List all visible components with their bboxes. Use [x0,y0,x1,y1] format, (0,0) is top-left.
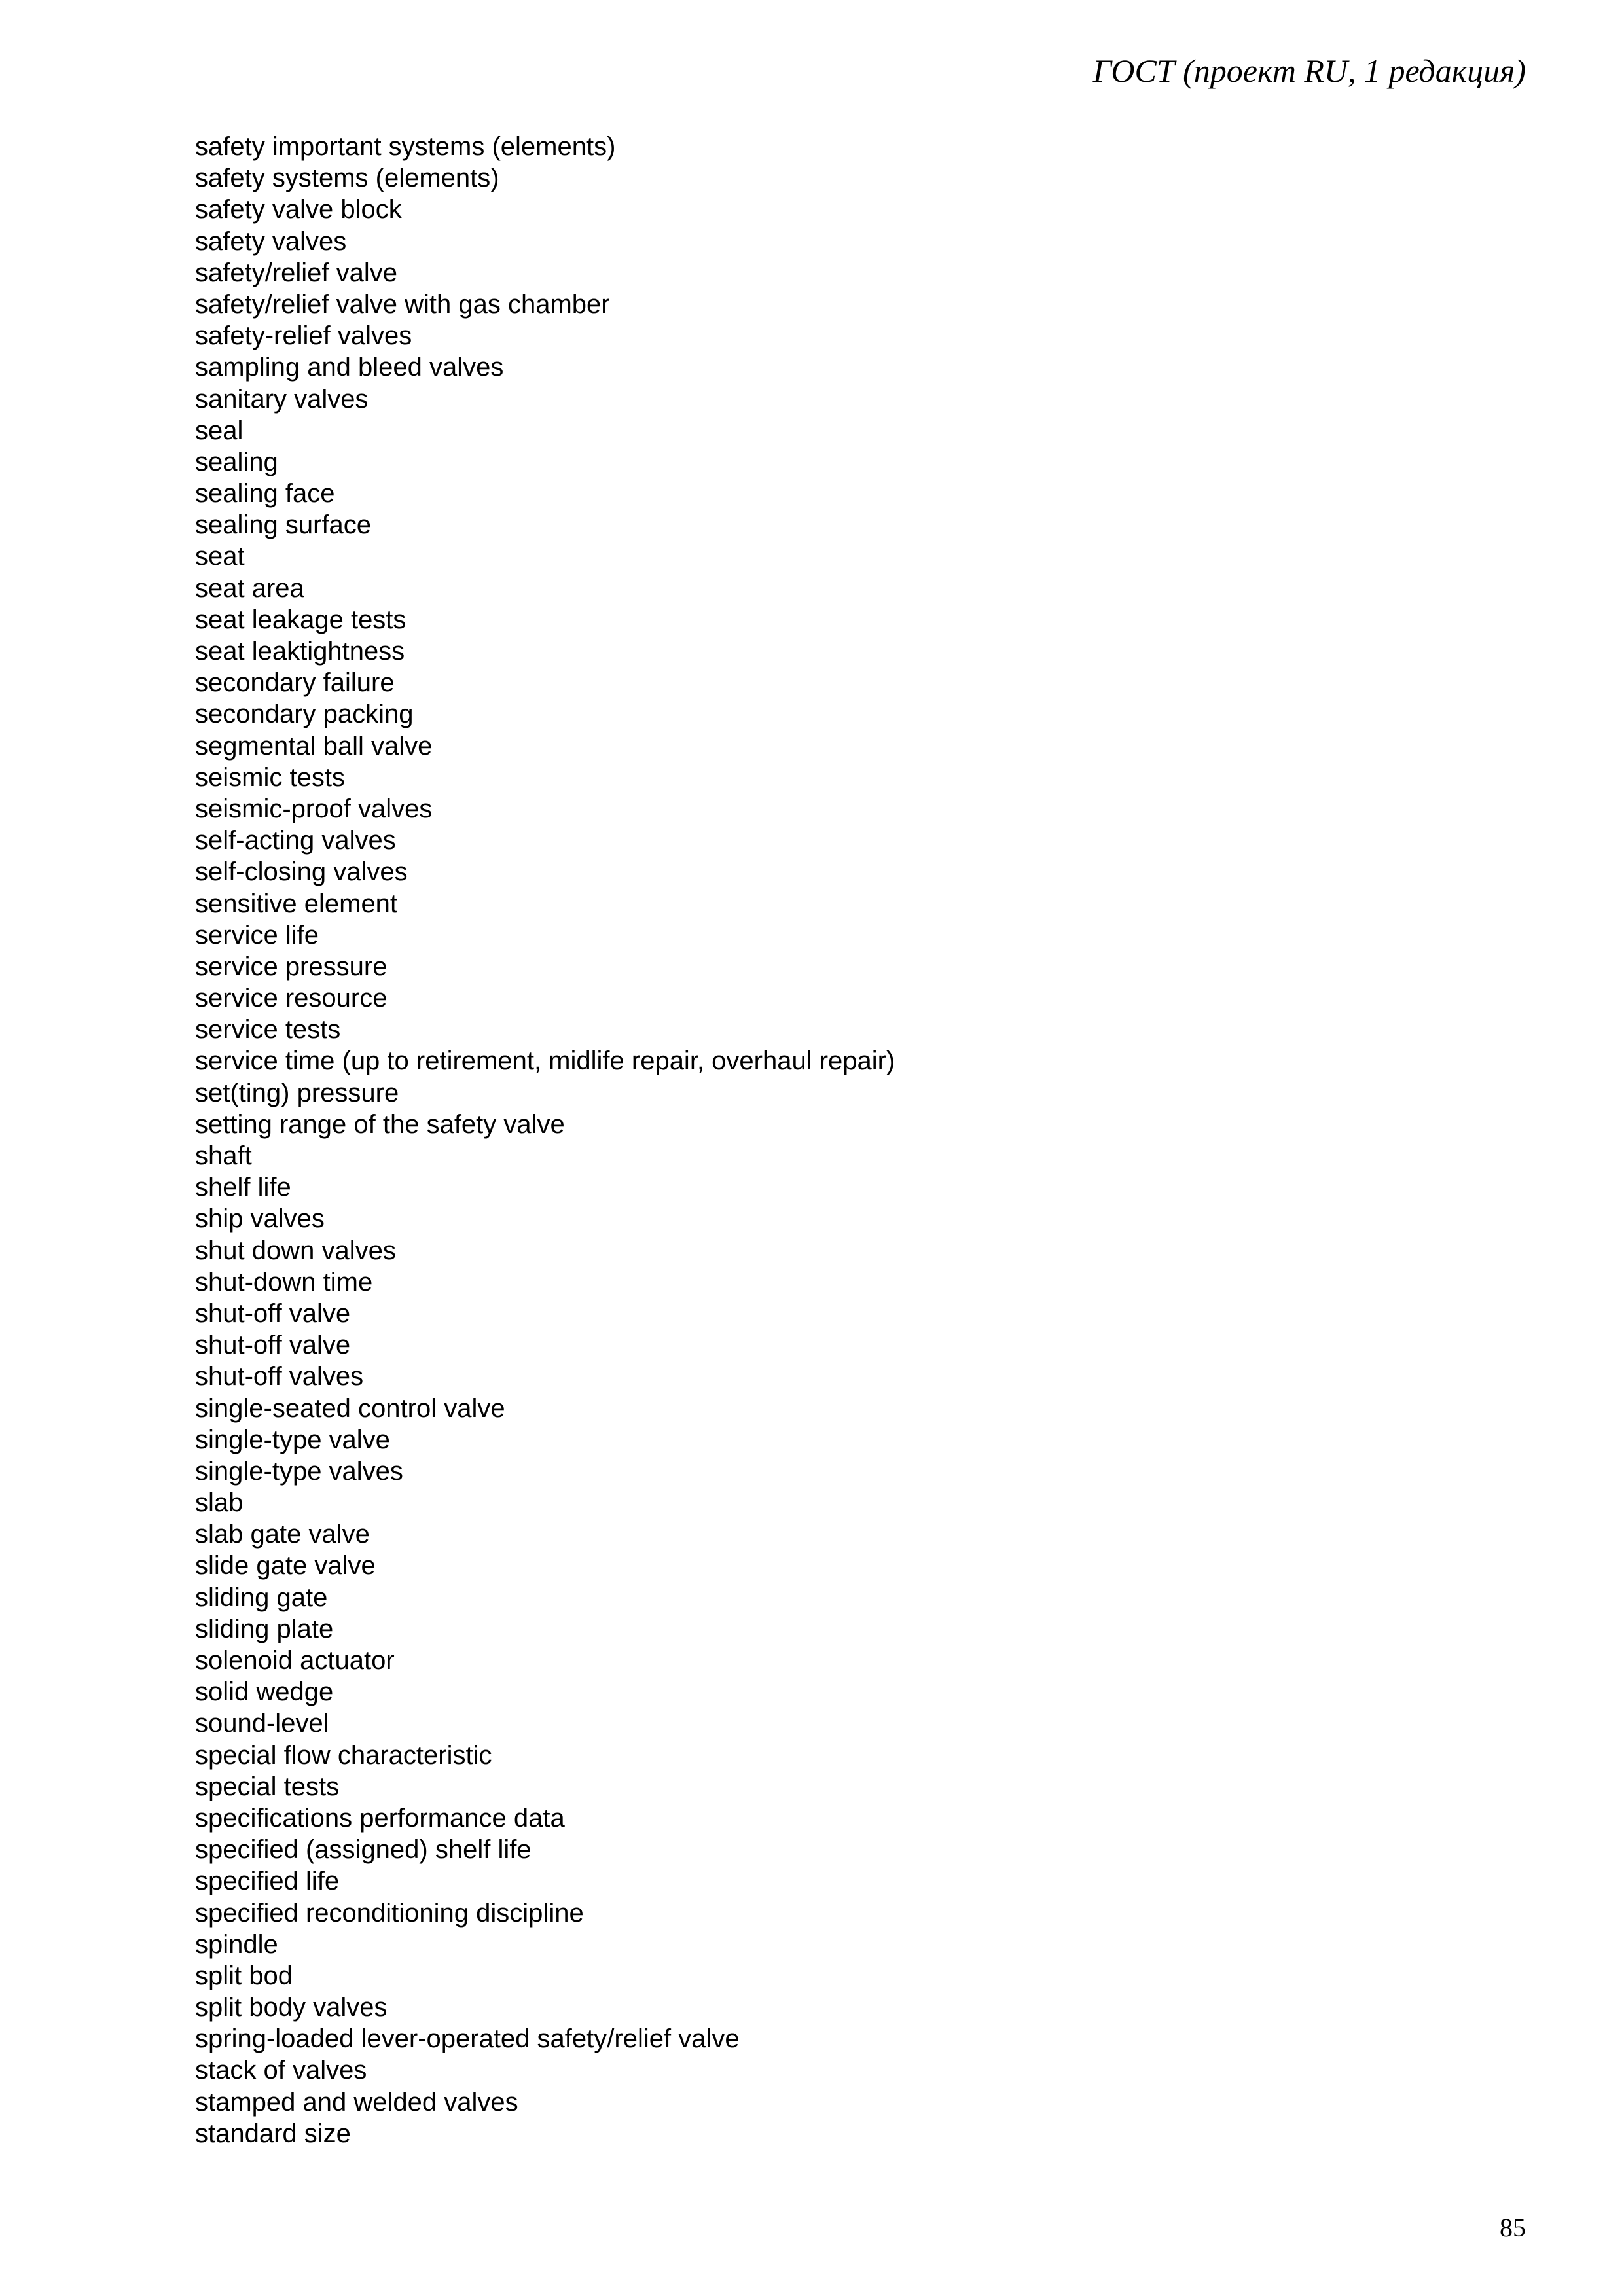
list-item: ship valves [195,1204,325,1234]
list-item: seat leakage tests [195,605,406,634]
glossary-term-list [195,131,895,2149]
list-item: service life [195,920,319,950]
list-item: safety/relief valve with gas chamber [195,289,610,319]
list-item: setting range of the safety valve [195,1109,565,1139]
page-number: 85 [1500,2213,1526,2242]
list-item: sealing [195,447,278,476]
list-item: safety valves [195,226,347,256]
list-item: single-type valves [195,1456,403,1486]
list-item: slab gate valve [195,1520,370,1549]
list-item: specifications performance data [195,1803,565,1833]
list-item: slide gate valve [195,1551,376,1581]
list-item: safety important systems (elements) [195,132,616,161]
list-item: safety/relief valve [195,258,398,287]
list-item: specified life [195,1867,340,1896]
list-item: self-closing valves [195,857,408,887]
list-item: split body valves [195,1993,388,2022]
list-item: service pressure [195,952,388,981]
list-item: solenoid actuator [195,1646,395,1675]
list-item: seismic-proof valves [195,794,433,823]
list-item: sanitary valves [195,384,369,414]
list-item: set(ting) pressure [195,1078,399,1107]
list-item: spring-loaded lever-operated safety/relief valve [195,2024,740,2054]
list-item: shaft [195,1141,252,1170]
list-item: sliding gate [195,1583,328,1612]
list-item: seat area [195,573,304,603]
list-item: specified (assigned) shelf life [195,1835,532,1865]
list-item: split bod [195,1961,293,1990]
list-item: safety valve block [195,195,402,224]
list-item: stack of valves [195,2056,367,2085]
list-item: stamped and welded valves [195,2087,518,2117]
list-item: secondary failure [195,668,395,698]
list-item: specified reconditioning discipline [195,1898,584,1928]
list-item: single-type valve [195,1425,390,1454]
list-item: sound-level [195,1709,329,1738]
list-item: safety systems (elements) [195,164,499,193]
list-item: shut-off valve [195,1331,351,1360]
list-item: service resource [195,984,388,1013]
list-item: solid wedge [195,1677,334,1707]
list-item: segmental ball valve [195,731,433,761]
list-item: sensitive element [195,889,398,918]
list-item: safety-relief valves [195,321,412,351]
list-item: special tests [195,1772,340,1801]
list-item: sliding plate [195,1614,334,1643]
list-item: seal [195,416,244,445]
list-item: slab [195,1488,244,1518]
list-item: seat leaktightness [195,637,405,666]
list-item: shelf life [195,1173,291,1202]
list-item: shut-off valves [195,1362,364,1391]
list-item: sealing surface [195,511,372,540]
list-item: secondary packing [195,700,414,729]
list-item: spindle [195,1929,278,1959]
list-item: seismic tests [195,762,345,792]
page-header: ГОСТ (проект RU, 1 редакция) [1092,52,1526,89]
list-item: sealing face [195,479,335,509]
list-item: special flow characteristic [195,1740,492,1770]
list-item: shut down valves [195,1236,396,1265]
list-item: shut-down time [195,1267,373,1297]
list-item: single-seated control valve [195,1393,505,1423]
list-item: seat [195,542,245,571]
list-item: service tests [195,1015,341,1045]
list-item: shut-off valve [195,1299,351,1328]
list-item: self-acting valves [195,826,396,855]
list-item: sampling and bleed valves [195,353,504,382]
list-item: standard size [195,2119,351,2148]
list-item: service time (up to retirement, midlife repair, overhaul repair) [195,1047,895,1076]
